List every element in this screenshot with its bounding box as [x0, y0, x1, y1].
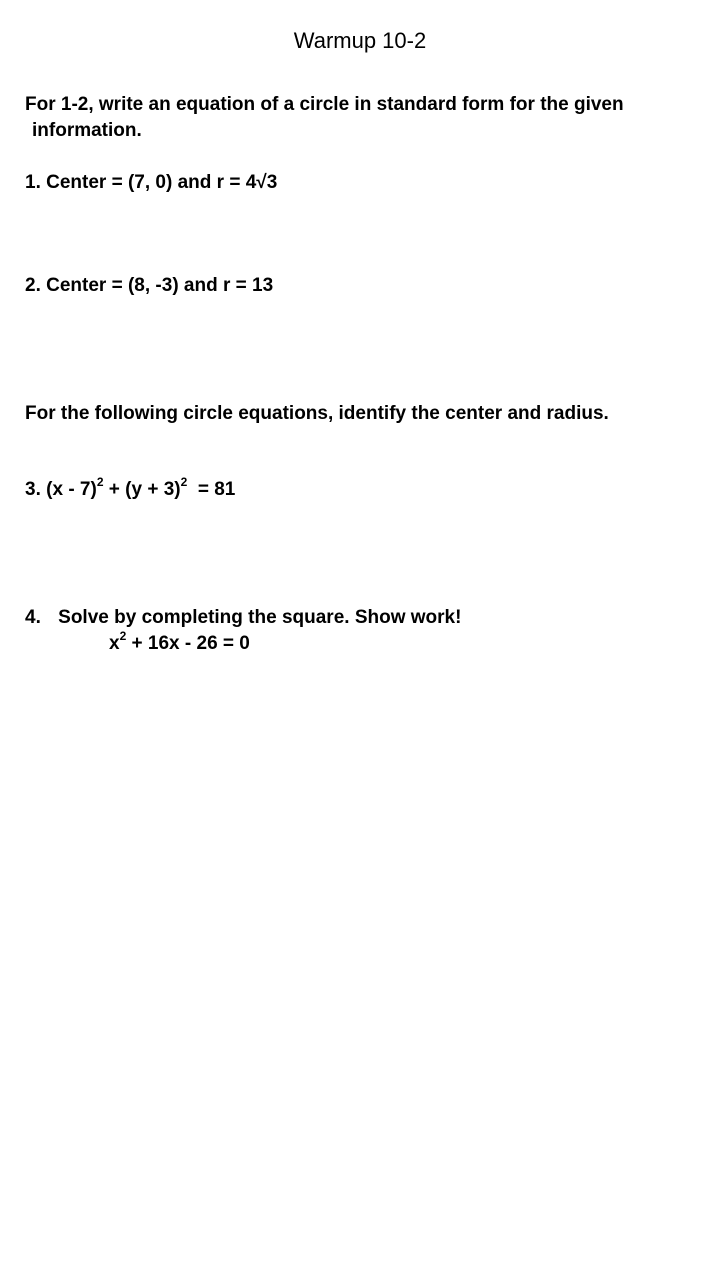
question-1-number: 1.: [25, 172, 41, 193]
question-3-term-1: (x - 7): [46, 479, 97, 500]
section-2-instructions: For the following circle equations, identify the center and radius.: [25, 403, 609, 424]
question-2-text: Center = (8, -3) and r = 13: [46, 275, 274, 296]
question-3-term-2: + (y + 3): [103, 479, 181, 500]
question-4-terms: + 16x - 26 = 0: [126, 633, 250, 654]
question-2: [25, 274, 273, 298]
question-1-text: Center = (7, 0) and r = 4√3: [46, 172, 278, 193]
question-3-exponent-2: 2: [180, 474, 188, 489]
question-1: [25, 171, 277, 195]
instructions-line-2: information.: [32, 120, 142, 141]
question-3-number: 3.: [25, 479, 41, 500]
instructions-line-1: For 1-2, write an equation of a circle in standard form for the given: [25, 94, 624, 115]
question-4-variable: x: [109, 633, 120, 654]
question-2-number: 2.: [25, 275, 41, 296]
question-4-exponent: 2: [119, 628, 127, 643]
question-4: [25, 606, 461, 630]
question-3-equation: [46, 474, 236, 500]
question-4-number: 4.: [25, 607, 41, 628]
page-title: Warmup 10-2: [293, 28, 427, 53]
question-3-result: = 81: [187, 479, 236, 500]
question-4-text: Solve by completing the square. Show work!: [58, 607, 462, 628]
question-3: [25, 474, 236, 502]
question-3-exponent-1: 2: [96, 474, 104, 489]
question-4-equation: [109, 628, 250, 656]
